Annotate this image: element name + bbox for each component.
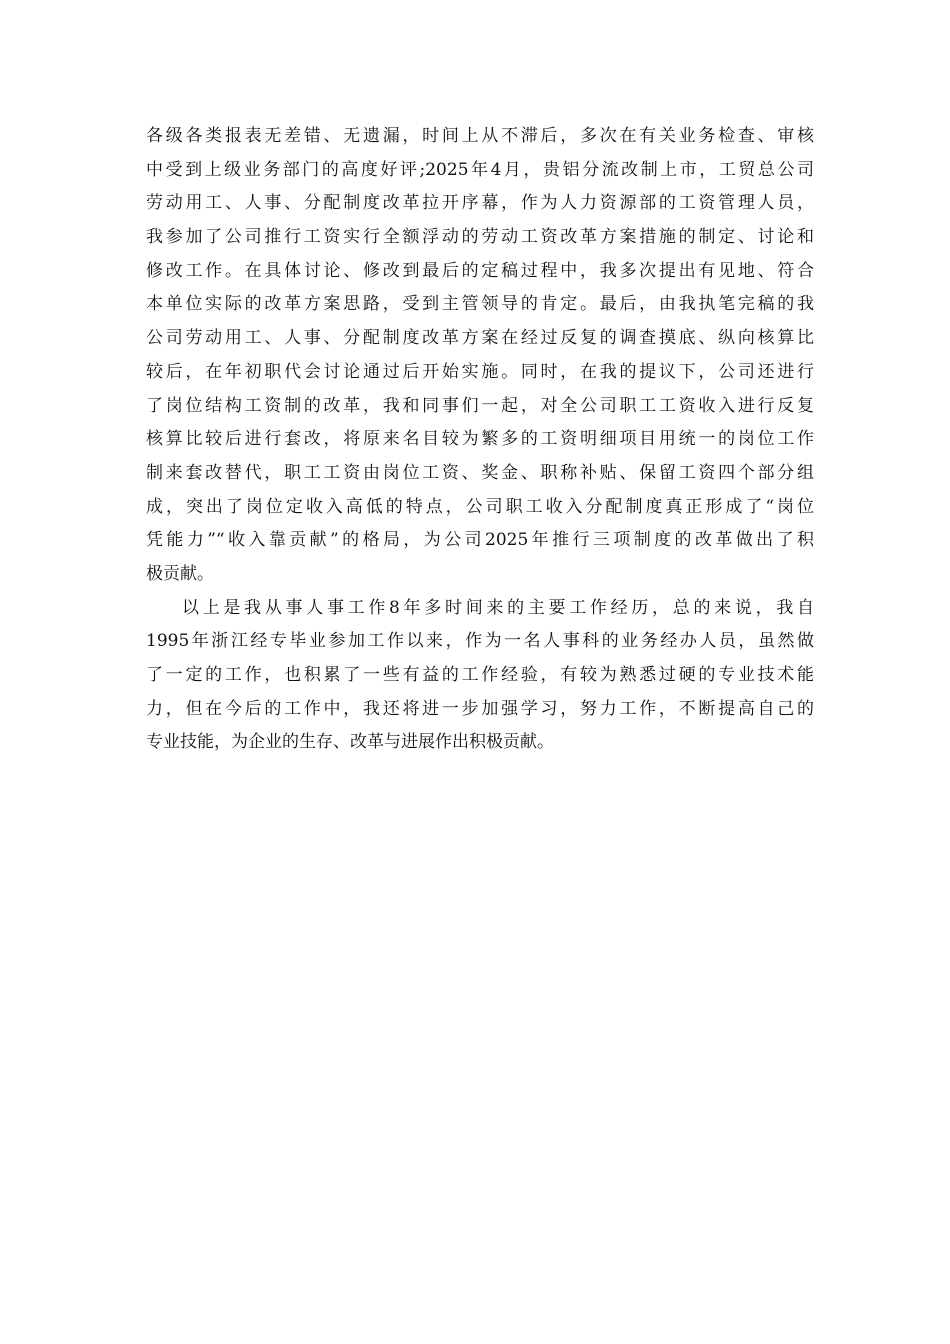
paragraph-summary [146, 592, 814, 760]
text-line: 各级各类报表无差错、无遗漏，时间上从不滞后，多次在有关业务检查、审核 [146, 126, 814, 146]
text-line: 中受到上级业务部门的高度好评;2025年4月，贵铝分流改制上市，工贸总公司 [146, 159, 814, 180]
text-line: 修改工作。在具体讨论、修改到最后的定稿过程中，我多次提出有见地、符合 [146, 260, 814, 281]
text-line: 了一定的工作，也积累了一些有益的工作经验，有较为熟悉过硬的专业技术能 [146, 665, 814, 685]
text-line: 极贡献。 [146, 563, 214, 584]
text-line: 核算比较后进行套改，将原来名目较为繁多的工资明细项目用统一的岗位工作 [146, 429, 814, 450]
text-line: 本单位实际的改革方案思路，受到主管领导的肯定。最后，由我执笔完稿的我 [146, 294, 814, 315]
text-line: 我参加了公司推行工资实行全额浮动的劳动工资改革方案措施的制定、讨论和 [146, 227, 814, 248]
text-line: 凭能力”“收入靠贡献”的格局，为公司2025年推行三项制度的改革做出了积 [146, 530, 814, 551]
paragraph-work-history [146, 120, 814, 592]
text-line: 以上是我从事人事工作8年多时间来的主要工作经历，总的来说，我自 [182, 597, 814, 618]
text-line: 成，突出了岗位定收入高低的特点，公司职工收入分配制度真正形成了“岗位 [146, 496, 814, 517]
text-line: 较后，在年初职代会讨论通过后开始实施。同时，在我的提议下，公司还进行 [146, 361, 814, 382]
text-line: 1995年浙江经专毕业参加工作以来，作为一名人事科的业务经办人员，虽然做 [146, 631, 814, 652]
text-line: 制来套改替代，职工工资由岗位工资、奖金、职称补贴、保留工资四个部分组 [146, 462, 814, 483]
text-line: 力，但在今后的工作中，我还将进一步加强学习，努力工作，不断提高自己的 [146, 698, 814, 719]
text-line: 公司劳动用工、人事、分配制度改革方案在经过反复的调查摸底、纵向核算比 [146, 328, 814, 349]
text-line: 了岗位结构工资制的改革，我和同事们一起，对全公司职工工资收入进行反复 [146, 395, 814, 416]
document-body [146, 120, 814, 760]
text-line: 劳动用工、人事、分配制度改革拉开序幕，作为人力资源部的工资管理人员， [146, 193, 814, 214]
text-line: 专业技能，为企业的生存、改革与进展作出积极贡献。 [146, 732, 554, 753]
